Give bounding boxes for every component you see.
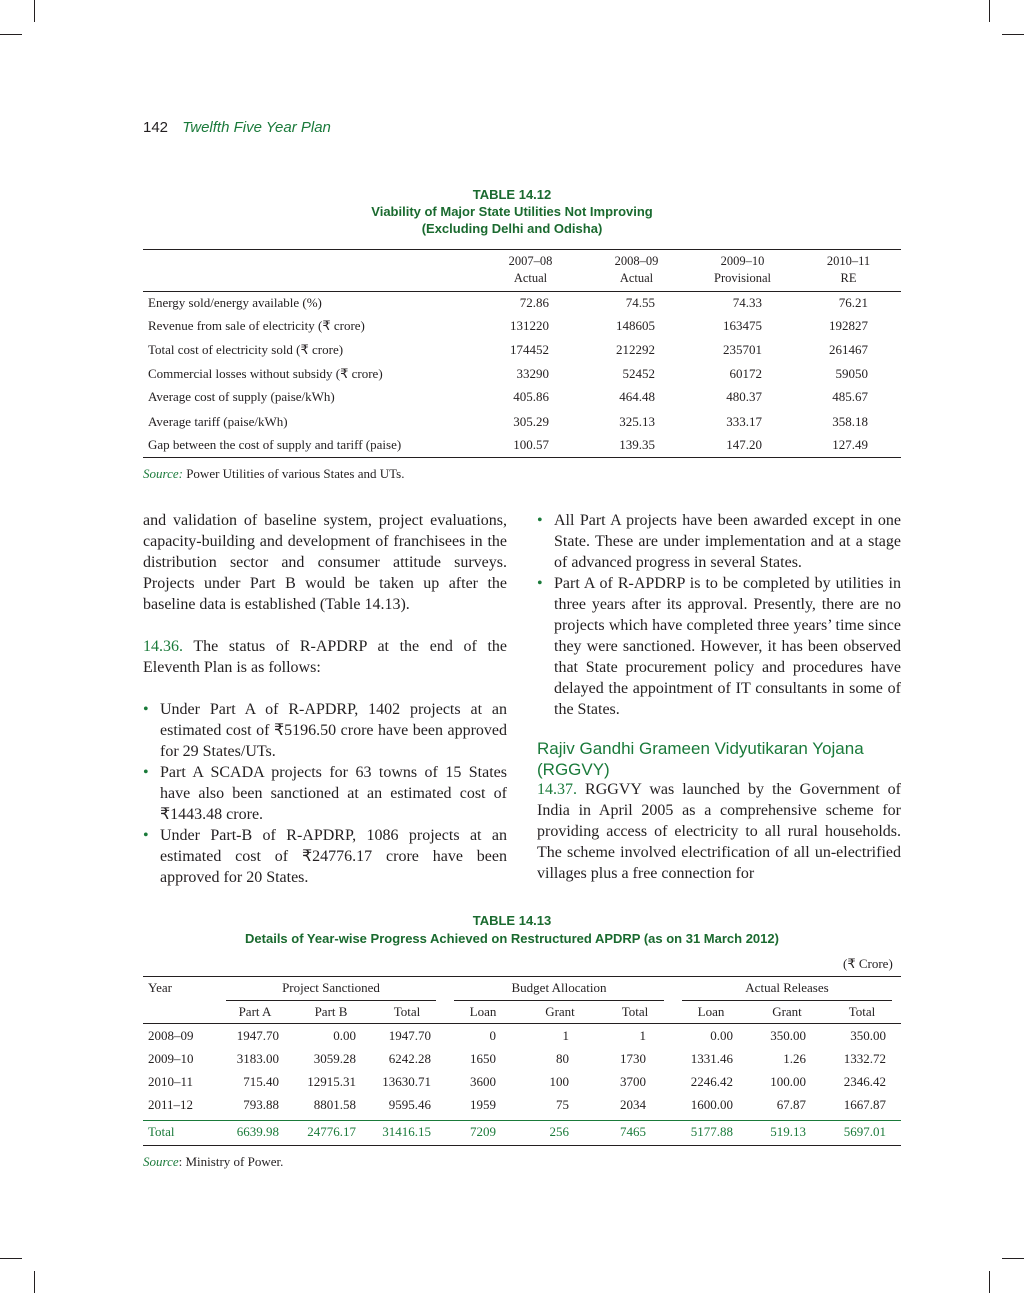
crop-mark (989, 0, 990, 22)
table-cell: 350.00 (850, 1028, 886, 1043)
table-cell: 2034 (620, 1097, 646, 1112)
table-14-12-title: Viability of Major State Utilities Not Improving (371, 204, 653, 219)
table-row: Energy sold/energy available (%) 72.86 74.55 74.33 76.21 (148, 295, 868, 310)
table-cell: 1.26 (783, 1051, 806, 1066)
column-header: 2009–10 Provisional (714, 254, 771, 285)
table-cell: 2010–11 (148, 1074, 194, 1089)
table-cell: 1332.72 (843, 1051, 886, 1066)
total-cell: Total (148, 1124, 175, 1139)
crop-mark (1002, 1258, 1024, 1259)
crop-mark (989, 1271, 990, 1293)
column-header: 2007–08 Actual (508, 254, 553, 285)
list-item: • All Part A projects have been awarded except in one State. These are under implementation and at a stage of advanced progress in several States. (537, 510, 901, 573)
table-cell: 3059.28 (313, 1051, 356, 1066)
table-cell: 1600.00 (690, 1097, 733, 1112)
table-cell: 1667.87 (843, 1097, 886, 1112)
column-header: 2010–11 RE (826, 254, 871, 285)
total-cell: 519.13 (770, 1124, 806, 1139)
section-heading: Rajiv Gandhi Grameen Vidyutikaran Yojana (RGGVY) (537, 739, 864, 779)
total-cell: 5697.01 (843, 1124, 886, 1139)
table-cell: 100.00 (770, 1074, 806, 1089)
table-cell: 12915.31 (307, 1074, 356, 1089)
table-cell: 2246.42 (690, 1074, 733, 1089)
total-cell: 256 (549, 1124, 569, 1139)
bullet-list (143, 699, 507, 888)
list-item: • Under Part-B of R-APDRP, 1086 projects at an estimated cost of ₹24776.17 crore have been approved for 20 States. (143, 825, 507, 888)
sub-header: Grant (545, 1004, 575, 1019)
table-cell: 2009–10 (148, 1051, 194, 1066)
table-14-13-source: Source: Ministry of Power. (143, 1154, 284, 1169)
book-title: Twelfth Five Year Plan (182, 119, 331, 136)
list-item: • Under Part A of R-APDRP, 1402 projects at an estimated cost of ₹5196.50 crore have been approved for 29 States/UTs. (143, 699, 507, 762)
table-cell: 13630.71 (382, 1074, 431, 1089)
table-cell: 2011–12 (148, 1097, 194, 1112)
year-header: Year (148, 980, 172, 995)
sub-header: Part B (314, 1004, 348, 1019)
table-cell: 8801.58 (313, 1097, 356, 1112)
sub-header: Total (848, 1004, 876, 1019)
sub-header: Grant (772, 1004, 802, 1019)
table-row: Average tariff (paise/kWh) 305.29 325.13 333.17 358.18 (148, 414, 868, 429)
crop-mark (0, 34, 22, 35)
table-cell: 793.88 (243, 1097, 279, 1112)
sub-header: Loan (697, 1004, 725, 1019)
table-cell: 3183.00 (236, 1051, 279, 1066)
group-header: Budget Allocation (511, 980, 607, 995)
sub-header: Part A (238, 1004, 272, 1019)
table-row: Commercial losses without subsidy (₹ crore) 33290 52452 60172 59050 (148, 366, 868, 381)
table-14-12-source: Source: Power Utilities of various States and UTs. (143, 466, 405, 481)
table-row: Gap between the cost of supply and tariff (paise) 100.57 139.35 147.20 127.49 (148, 437, 868, 452)
paragraph-14-37: 14.37. RGGVY was launched by the Government of India in April 2005 as a comprehensive scheme for providing access of electricity to all rural households. The scheme involved electrification of all un-electrified villages plus a free connection for (537, 781, 901, 882)
table-cell: 2008–09 (148, 1028, 194, 1043)
sub-header: Total (621, 1004, 649, 1019)
paragraph-14-36: 14.36. The status of R-APDRP at the end of the Eleventh Plan is as follows: (143, 638, 507, 676)
table-cell: 3700 (620, 1074, 646, 1089)
table-cell: 1650 (470, 1051, 496, 1066)
list-item: • Part A of R-APDRP is to be completed by utilities in three years after its approval. Presently, there are no projects which have completed three years’ time since they were sanctioned. However, it has been observed that State procurement policy and procedures have delayed the appointment of IT consultants in some of the States. (537, 573, 901, 720)
table-cell: 100 (549, 1074, 569, 1089)
crop-mark (34, 0, 35, 22)
table-row: Revenue from sale of electricity (₹ crore) 131220 148605 163475 192827 (148, 318, 868, 333)
table-cell: 2346.42 (843, 1074, 886, 1089)
table-row: Total cost of electricity sold (₹ crore) 174452 212292 235701 261467 (148, 342, 868, 357)
table-cell: 9595.46 (388, 1097, 431, 1112)
running-header (143, 119, 331, 136)
table-cell: 6242.28 (388, 1051, 431, 1066)
table-cell: 0 (489, 1028, 496, 1043)
table-cell: 1 (639, 1028, 646, 1043)
table-cell: 3600 (470, 1074, 496, 1089)
table-rule (143, 1023, 901, 1024)
list-item: • Part A SCADA projects for 63 towns of 15 States have also been sanctioned at an estimated cost of ₹1443.48 crore. (143, 762, 507, 825)
table-rule (143, 1145, 901, 1146)
table-cell: 1947.70 (236, 1028, 279, 1043)
bullet-list (537, 510, 901, 720)
group-header: Actual Releases (745, 980, 829, 995)
total-cell: 7209 (470, 1124, 496, 1139)
table-cell: 350.00 (770, 1028, 806, 1043)
table-cell: 1730 (620, 1051, 646, 1066)
table-cell: 0.00 (710, 1028, 733, 1043)
table-cell: 0.00 (333, 1028, 356, 1043)
page-number: 142 (143, 119, 169, 136)
table-rule (143, 457, 901, 458)
table-14-13-label: TABLE 14.13 (472, 913, 552, 928)
table-cell: 715.40 (243, 1074, 279, 1089)
table-cell: 1959 (470, 1097, 496, 1112)
table-cell: 1331.46 (690, 1051, 733, 1066)
paragraph: and validation of baseline system, project evaluations, capacity-building and development of franchisees in the distribution sector and consumer attitude surveys. Projects under Part B would be taken up after the baseline data is established (Table 14.13). (143, 512, 507, 613)
crop-mark (34, 1271, 35, 1293)
crop-mark (0, 1258, 22, 1259)
column-header: 2008–09 Actual (614, 254, 659, 285)
sub-header: Loan (469, 1004, 497, 1019)
table-cell: 80 (556, 1051, 569, 1066)
table-cell: 75 (556, 1097, 569, 1112)
table-row: Average cost of supply (paise/kWh) 405.86 464.48 480.37 485.67 (148, 389, 868, 404)
total-cell: 6639.98 (236, 1124, 279, 1139)
total-cell: 24776.17 (307, 1124, 356, 1139)
table-cell: 1 (562, 1028, 569, 1043)
table-14-13-title: Details of Year-wise Progress Achieved on Restructured APDRP (as on 31 March 2012) (245, 931, 779, 946)
table-cell: 67.87 (776, 1097, 806, 1112)
left-column (143, 510, 507, 888)
total-cell: 7465 (620, 1124, 646, 1139)
sub-header: Total (393, 1004, 421, 1019)
group-header: Project Sanctioned (282, 980, 380, 995)
table-14-12-label: TABLE 14.12 (472, 187, 552, 202)
table-14-12-subtitle: (Excluding Delhi and Odisha) (421, 221, 603, 236)
total-cell: 31416.15 (382, 1124, 431, 1139)
unit-label: (₹ Crore) (843, 956, 893, 971)
crop-mark (1002, 34, 1024, 35)
right-column (537, 510, 901, 720)
total-cell: 5177.88 (690, 1124, 733, 1139)
table-rule (143, 249, 901, 250)
table-cell: 1947.70 (388, 1028, 431, 1043)
